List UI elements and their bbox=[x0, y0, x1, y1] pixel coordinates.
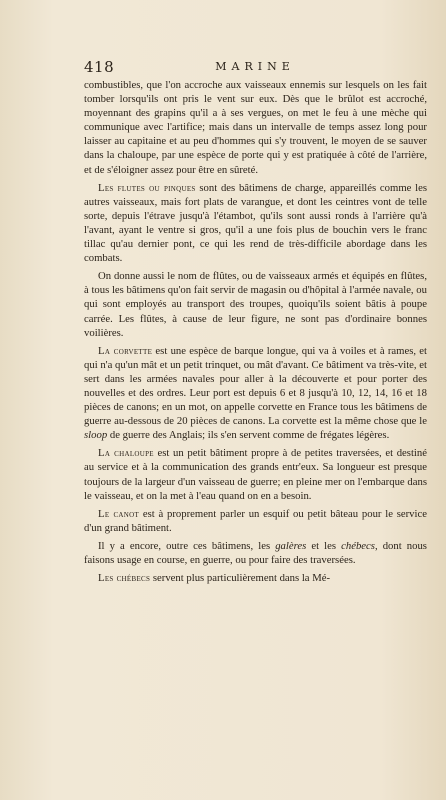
paragraph-text: servent plus particulièrement dans la Mé- bbox=[150, 572, 331, 585]
paragraph-corvette bbox=[84, 344, 427, 443]
paragraph-text: est une espèce de barque longue, qui va à voiles et à rames, et qui n'a qu'un mât et un petit trinquet, ou mât d'avant. Ce bâtiment va très-vite, et sert dans les armées navales pour aller à la découverte et pour porter des nouvelles et des ordres. Leur port est depuis 6 et 8 jusqu'à 10, 12, 14, 16 et 18 pièces de canons; en un mot, on appelle corvette en France tous les bâtimens de guerre au-dessous de 20 pièces de canons. La corvette est la même chose que le bbox=[84, 344, 428, 428]
paragraph-text: et les bbox=[306, 539, 342, 552]
paragraph-text: de guerre des Anglais; ils s'en servent comme de frégates légères. bbox=[107, 429, 390, 442]
paragraph-text: combustibles, que l'on accroche aux vaisseaux ennemis sur lesquels on les fait tomber lorsqu'ils ont pris le vent sur eux. Dès que le brûlot est accroché, moyennant des grapins qu'il a à ses vergues, on met le feu à une mèche qui communique avec l'artifice; mais dans un intervalle de temps assez long pour laisser au capitaine et au peu d'hommes qui s'y trouvent, le moyen de se sauver dans la chaloupe, par une espèce de porte qui y est pratiquée à côté de l'arrière, et de s'éloigner assez pour être en sûreté. bbox=[84, 79, 427, 176]
italic-term: galères bbox=[275, 539, 307, 552]
paragraph-chebecs bbox=[84, 571, 427, 585]
paragraph-text: est un petit bâtiment propre à de petites traversées, et destiné au service et à la communication des grands entr'eux. Sa longueur est presque toujours de la largeur d'un vaisseau de guerre; en pleine mer on l'embarque dans le vaisseau, et on la met à l'eau quand on en a besoin. bbox=[84, 447, 427, 502]
paragraph-brulot bbox=[84, 78, 427, 177]
paragraph-text: , dont nous faisons usage en course, en guerre, ou pour faire des traversées. bbox=[84, 539, 427, 566]
paragraph-text: On donne aussi le nom de flûtes, ou de vaisseaux armés et équipés en flûtes, à tous les bâtimens qu'on fait servir de magasin ou d'hôpital à l'armée navale, ou qui sont employés au transport des troupes, quoiqu'ils soient bâtis à poupe carrée. Les flûtes, à cause de leur figure, ne sont pas d'ordinaire bonnes voilières. bbox=[84, 270, 427, 339]
paragraph-lead: Les chébecs bbox=[98, 572, 151, 585]
italic-term: sloop bbox=[84, 429, 108, 442]
paragraph-lead: Le canot bbox=[98, 507, 140, 520]
italic-term: chébecs bbox=[341, 539, 375, 552]
body-text bbox=[84, 78, 427, 589]
running-head: MARINE bbox=[215, 60, 295, 73]
paragraph-flutes-2 bbox=[84, 269, 427, 339]
paragraph-text: Il y a encore, outre ces bâtimens, les bbox=[98, 539, 276, 552]
paragraph-lead: La chaloupe bbox=[98, 447, 154, 460]
paragraph-chaloupe bbox=[84, 446, 427, 502]
page-header bbox=[84, 58, 426, 78]
paragraph-text: est à proprement parler un esquif ou petit bâteau pour le service d'un grand bâtiment. bbox=[84, 507, 427, 534]
page-number: 418 bbox=[84, 58, 115, 76]
paragraph-text: sont des bâtimens de charge, appareillés comme les autres vaisseaux, mais fort plats de varangue, et dont les ceintres vont de telle sorte, depuis l'étrave jusqu'à l'étambot, qu'ils sont aussi ronds à l'arrière qu'à l'avant, ayant le ventre si gros, qu'il a une fois plus de bouchin vers le franc tillac qu'au dernier pont, ce qui les rend de très-difficile abordage dans les combats. bbox=[84, 181, 428, 265]
paragraph-flutes bbox=[84, 181, 427, 266]
paragraph-galeres bbox=[84, 539, 427, 567]
paragraph-lead: La corvette bbox=[98, 344, 153, 357]
paragraph-lead: Les flutes ou pinques bbox=[98, 181, 196, 194]
paragraph-canot bbox=[84, 507, 427, 535]
